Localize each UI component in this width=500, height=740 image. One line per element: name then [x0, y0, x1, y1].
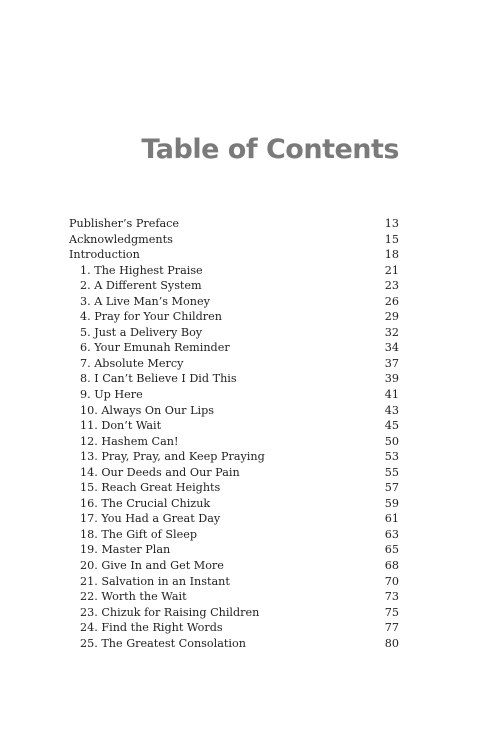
- toc-entry-title: 22. Worth the Wait: [80, 590, 187, 604]
- toc-entry-page-number: 18: [384, 248, 399, 262]
- toc-entry-title: 4. Pray for Your Children: [80, 310, 222, 324]
- toc-entry-title: 9. Up Here: [80, 388, 143, 402]
- toc-entry: [69, 309, 399, 325]
- toc-entry-page-number: 50: [384, 434, 399, 448]
- toc-entry-page-number: 43: [384, 403, 399, 417]
- toc-entry-page-number: 26: [384, 294, 399, 308]
- toc-entry-page-number: 37: [384, 356, 399, 370]
- toc-entry: [69, 387, 399, 403]
- toc-entry-title: 13. Pray, Pray, and Keep Praying: [80, 450, 265, 464]
- toc-entry: [69, 605, 399, 621]
- toc-entry: [69, 465, 399, 481]
- toc-entry-page-number: 34: [384, 341, 399, 355]
- toc-entry-title: 18. The Gift of Sleep: [80, 527, 197, 541]
- toc-entry-title: 10. Always On Our Lips: [80, 403, 214, 417]
- toc-entry-page-number: 41: [384, 388, 399, 402]
- toc-entry-page-number: 53: [384, 450, 399, 464]
- toc-entry-title: 17. You Had a Great Day: [80, 512, 221, 526]
- toc-entry-title: Introduction: [69, 248, 140, 262]
- toc-entry: [69, 636, 399, 652]
- toc-entry: [69, 434, 399, 450]
- toc-entry: [69, 371, 399, 387]
- toc-entry-page-number: 23: [384, 279, 399, 293]
- toc-entry-title: 24. Find the Right Words: [80, 621, 223, 635]
- toc-entry-page-number: 80: [384, 636, 399, 650]
- toc-entry: [69, 449, 399, 465]
- toc-entry: [69, 247, 399, 263]
- toc-entry-title: 3. A Live Man’s Money: [80, 294, 210, 308]
- toc-entry-page-number: 13: [384, 217, 399, 230]
- toc-entry: [69, 340, 399, 356]
- toc-entry-page-number: 39: [384, 372, 399, 386]
- toc-entry-page-number: 70: [384, 574, 399, 588]
- toc-entry-title: 15. Reach Great Heights: [80, 481, 221, 495]
- toc-entry: [69, 294, 399, 310]
- toc-entry: [69, 418, 399, 434]
- toc-entry-title: 1. The Highest Praise: [80, 263, 203, 277]
- toc-entry: [69, 511, 399, 527]
- toc-entry: [69, 574, 399, 590]
- toc-entry-page-number: 29: [384, 310, 399, 324]
- toc-entry: [69, 278, 399, 294]
- toc-entry-page-number: 32: [384, 325, 399, 339]
- toc-entry-page-number: 55: [384, 465, 399, 479]
- toc-entry-title: 2. A Different System: [80, 279, 202, 293]
- toc-entry-title: 7. Absolute Mercy: [80, 356, 184, 370]
- toc-entry-title: 14. Our Deeds and Our Pain: [80, 465, 240, 479]
- toc-entry-title: 16. The Crucial Chizuk: [80, 496, 211, 510]
- toc-entry-title: 25. The Greatest Consolation: [80, 636, 246, 650]
- toc-entry-title: 11. Don’t Wait: [80, 419, 162, 433]
- toc-entry-title: 5. Just a Delivery Boy: [80, 325, 203, 339]
- toc-entry-page-number: 57: [384, 481, 399, 495]
- toc-entry: [69, 216, 399, 232]
- toc-entry-title: 19. Master Plan: [80, 543, 171, 557]
- toc-entry-page-number: 21: [384, 263, 399, 277]
- toc-entry: [69, 542, 399, 558]
- toc-entry-page-number: 63: [384, 527, 399, 541]
- toc-entry: [69, 527, 399, 543]
- toc-entry-page-number: 15: [384, 232, 399, 246]
- toc-entry-title: 8. I Can’t Believe I Did This: [80, 372, 237, 386]
- toc-entry-page-number: 45: [384, 419, 399, 433]
- toc-entry-title: Publisher’s Preface: [69, 217, 180, 230]
- toc-entry-page-number: 73: [384, 590, 399, 604]
- toc-entry-page-number: 68: [384, 559, 399, 573]
- toc-entry: [69, 356, 399, 372]
- toc-entry-page-number: 59: [384, 496, 399, 510]
- toc-entry: [69, 558, 399, 574]
- toc-entry-title: 12. Hashem Can!: [80, 434, 179, 448]
- toc-entry-page-number: 77: [384, 621, 399, 635]
- toc-entry: [69, 232, 399, 248]
- toc-entry: [69, 403, 399, 419]
- toc-entry: [69, 589, 399, 605]
- toc-entry: [69, 480, 399, 496]
- toc-entry: [69, 263, 399, 279]
- toc-entry-title: 20. Give In and Get More: [80, 559, 224, 573]
- toc-entry-page-number: 75: [384, 605, 399, 619]
- page-title: Table of Contents: [141, 134, 399, 165]
- toc-entry-title: 6. Your Emunah Reminder: [80, 341, 230, 355]
- toc-entry-page-number: 61: [384, 512, 399, 526]
- toc-entry-title: 21. Salvation in an Instant: [80, 574, 230, 588]
- toc-entry-title: Acknowledgments: [69, 232, 173, 246]
- toc-entry: [69, 620, 399, 636]
- toc-entry: [69, 325, 399, 341]
- toc-entry: [69, 496, 399, 512]
- table-of-contents: [69, 216, 399, 651]
- toc-entry-title: 23. Chizuk for Raising Children: [80, 605, 260, 619]
- toc-entry-page-number: 65: [384, 543, 399, 557]
